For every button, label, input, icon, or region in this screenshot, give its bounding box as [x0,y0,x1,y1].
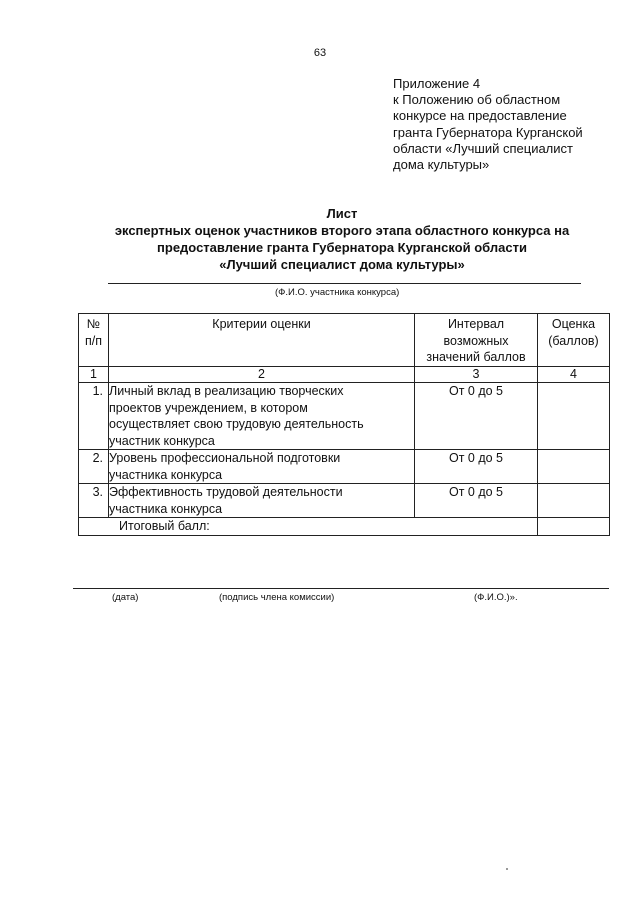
column-number: 1 [79,367,109,383]
column-number: 2 [109,367,415,383]
row-number: 2. [79,450,109,484]
appendix-note [393,76,628,173]
criterion-line: участник конкурса [109,433,215,448]
table-header-row [79,314,610,367]
scan-speck [506,868,508,870]
column-number: 3 [415,367,538,383]
column-number: 4 [538,367,610,383]
criterion-line: Эффективность трудовой деятельности [109,485,343,499]
date-caption: (дата) [112,592,139,603]
total-label: Итоговый балл: [79,518,538,536]
appendix-line: к Положению об областном [393,92,561,108]
column-header: Интервал возможных значений баллов [415,314,538,367]
signature-caption: (подпись члена комиссии) [219,592,335,603]
appendix-line: Приложение 4 [393,76,481,91]
range-cell: От 0 до 5 [415,450,538,484]
appendix-line: дома культуры» [393,157,490,173]
row-number: 1. [79,383,109,450]
criterion-line: осуществляет свою трудовую деятельность [109,417,364,431]
appendix-line: конкурсе на предоставление [393,108,567,124]
title-line: Лист [326,206,358,221]
row-number: 3. [79,484,109,518]
score-cell[interactable] [538,450,610,484]
appendix-line: гранта Губернатора Курганской [393,124,583,140]
page-number: 63 [313,47,327,59]
criterion-line: Уровень профессиональной подготовки [109,451,341,465]
column-header: Критерии оценки [109,314,415,367]
table-row [79,484,610,518]
criterion-cell [109,383,415,450]
participant-name-line [108,283,581,284]
participant-caption: (Ф.И.О. участника конкурса) [275,287,400,298]
title-line: «Лучший специалист дома культуры» [219,257,465,272]
criteria-table [78,313,610,536]
range-cell: От 0 до 5 [415,484,538,518]
title-line: предоставление гранта Губернатора Курганской области [157,240,527,255]
total-score-cell[interactable] [538,518,610,536]
criterion-cell [109,450,415,484]
name-caption: (Ф.И.О.)». [474,592,518,603]
column-header: Оценка (баллов) [538,314,610,367]
table-row [79,450,610,484]
title-line: экспертных оценок участников второго этапа областного конкурса на [114,223,570,238]
appendix-line: области «Лучший специалист [393,140,573,156]
criterion-line: Личный вклад в реализацию творческих [109,384,344,398]
criterion-line: участника конкурса [109,501,223,516]
criterion-cell [109,484,415,518]
criterion-line: проектов учреждением, в котором [109,400,308,415]
score-cell[interactable] [538,383,610,450]
score-cell[interactable] [538,484,610,518]
table-row [79,383,610,450]
column-numbers-row [79,367,610,383]
range-cell: От 0 до 5 [415,383,538,450]
column-header: № п/п [79,314,109,367]
criterion-line: участника конкурса [109,467,223,482]
document-title [40,205,640,273]
signature-line [73,588,609,589]
total-row [79,518,610,536]
